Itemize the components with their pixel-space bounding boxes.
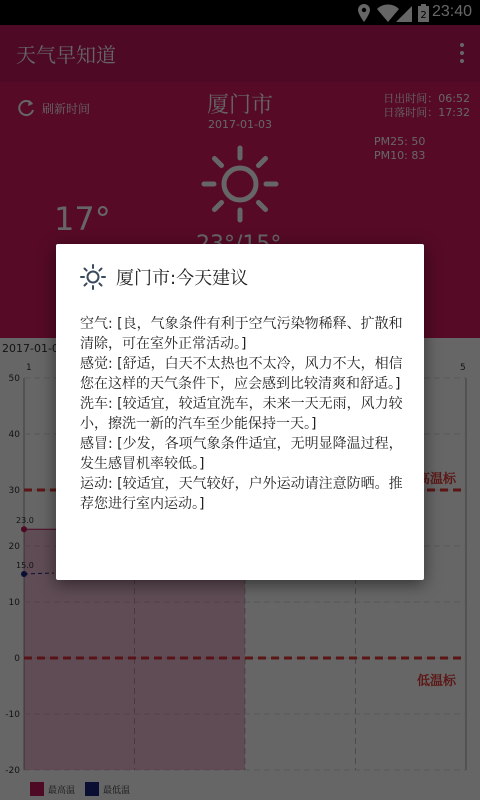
advice-cold: 感冒: [少发，各项气象条件适宜，无明显降温过程，发生感冒机率较低。] [80,436,403,472]
advice-carwash: 洗车: [较适宜，较适宜洗车，未来一天无雨，风力较小，擦洗一新的汽车至少能保持一天。] [80,396,403,432]
advice-air: 空气: [良，气象条件有利于空气污染物稀释、扩散和清除，可在室外正常活动。] [80,316,403,352]
advice-dialog [56,244,424,580]
sun-icon [80,264,106,290]
advice-comfort: 感觉: [舒适，白天不太热也不太冷，风力不大，相信您在这样的天气条件下，应会感到比较清爽和舒适。] [80,356,403,392]
advice-sport: 运动: [较适宜，天气较好，户外运动请注意防晒。推荐您进行室内运动。] [80,476,403,512]
dialog-body [80,314,406,514]
dialog-title: 厦门市:今天建议 [116,268,249,289]
